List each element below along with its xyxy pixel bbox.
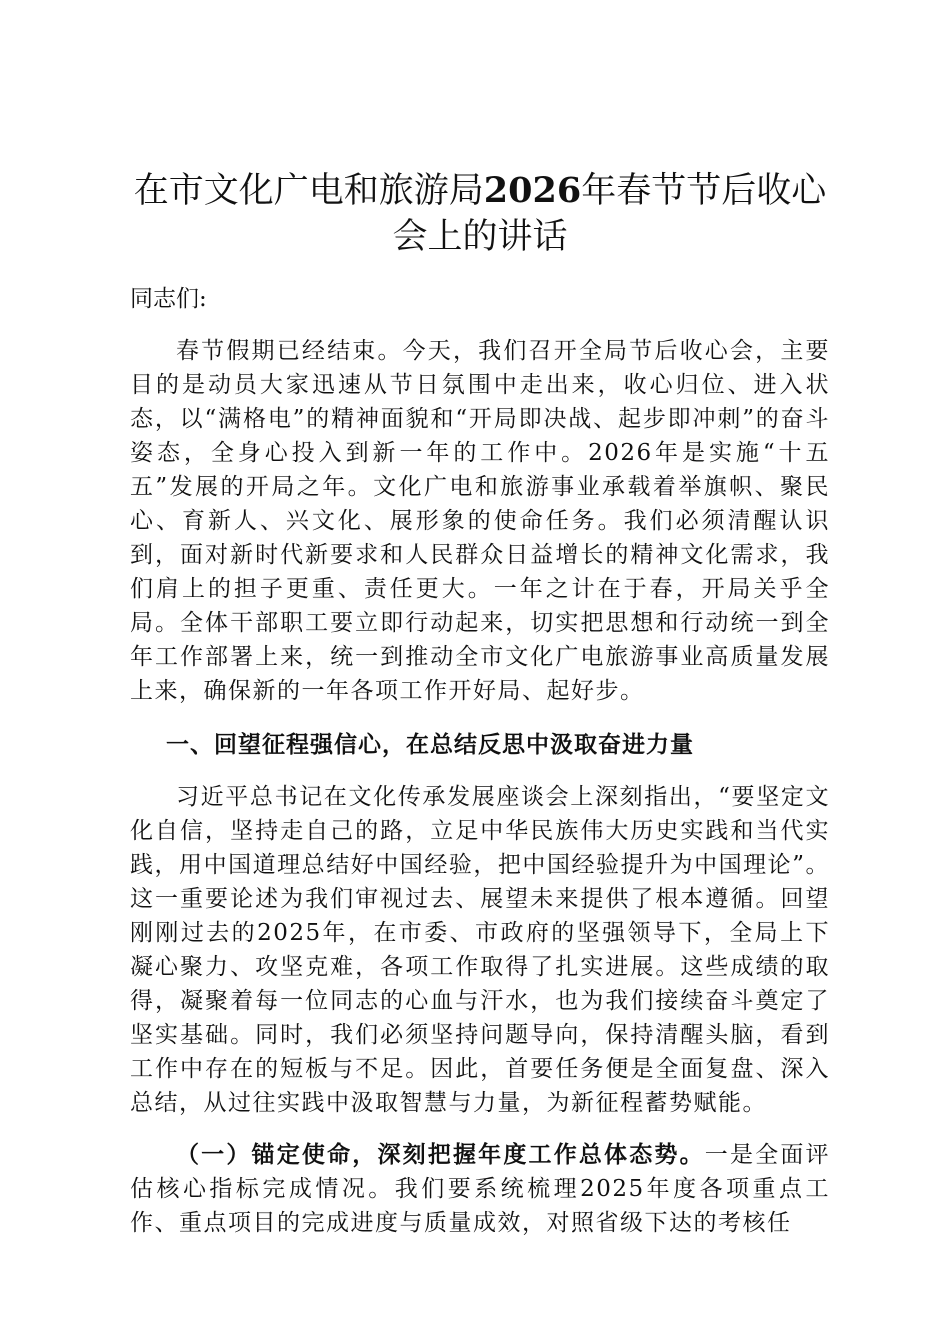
document-title (130, 168, 830, 260)
document-page (130, 168, 830, 1240)
paragraph-intro: 春节假期已经结束。今天，我们召开全局节后收心会，主要目的是动员大家迅速从节日氛围中走出来，收心归位、进入状态，以“满格电”的精神面貌和“开局即决战、起步即冲刺”的奋斗姿态，全身心投入到新一年的工作中。2026年是实施“十五五”发展的开局之年。文化广电和旅游事业承载着举旗帜、聚民心、育新人、兴文化、展形象的使命任务。我们必须清醒认识到，面对新时代新要求和人民群众日益增长的精神文化需求，我们肩上的担子更重、责任更大。一年之计在于春，开局关乎全局。全体干部职工要立即行动起来，切实把思想和行动统一到全年工作部署上来，统一到推动全市文化广电旅游事业高质量发展上来，确保新的一年各项工作开好局、起好步。 (130, 338, 830, 704)
section-heading-1: 一、回望征程强信心，在总结反思中汲取奋进力量 (166, 731, 694, 758)
title-year: 2026 (483, 170, 582, 211)
title-part-2: 年春节节后收心会上的讲话 (392, 171, 827, 257)
subsection-text-1: 一是全面评估核心指标完成情况。我们要系统梳理2025年度各项重点工作、重点项目的完成进度与质量成效，对照省级下达的考核任 (130, 1142, 831, 1236)
title-part-1: 在市文化广电和旅游局 (133, 171, 484, 211)
salutation: 同志们: (130, 286, 207, 312)
paragraph-section-1: 习近平总书记在文化传承发展座谈会上深刻指出，“要坚定文化自信，坚持走自己的路，立足中华民族伟大历史实践和当代实践，用中国道理总结好中国经验，把中国经验提升为中国理论”。这一重要论述为我们审视过去、展望未来提供了根本遵循。回望刚刚过去的2025年，在市委、市政府的坚强领导下，全局上下凝心聚力、攻坚克难，各项工作取得了扎实进展。这些成绩的取得，凝聚着每一位同志的心血与汗水，也为我们接续奋斗奠定了坚实基础。同时，我们必须坚持问题导向，保持清醒头脑，看到工作中存在的短板与不足。因此，首要任务便是全面复盘、深入总结，从过往实践中汲取智慧与力量，为新征程蓄势赋能。 (130, 784, 830, 1116)
subsection-heading-1: （一）锚定使命，深刻把握年度工作总体态势。 (176, 1141, 705, 1168)
paragraph-subsection-1 (130, 1138, 830, 1240)
